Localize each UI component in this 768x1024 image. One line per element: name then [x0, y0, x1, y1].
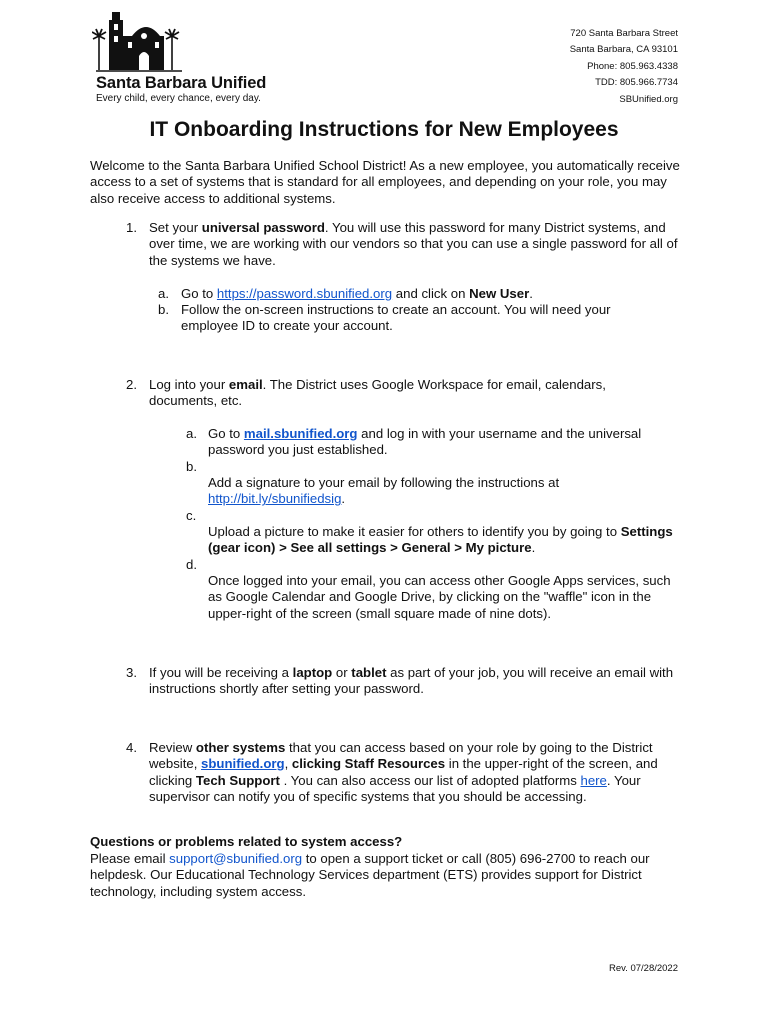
- district-logo: [92, 12, 282, 104]
- questions-text: Please email support@sbunified.org to open a support ticket or call (805) 696-2700 to reach our helpdesk. Our Educational Technology Services department (ETS) provides support for District technology, including system access.: [90, 851, 650, 899]
- page-title: IT Onboarding Instructions for New Employees: [149, 118, 619, 141]
- address-city: Santa Barbara, CA 93101: [569, 44, 678, 56]
- password-portal-link[interactable]: https://password.sbunified.org: [216, 286, 393, 301]
- step-3-text: If you will be receiving a laptop or tablet as part of your job, you will receive an email with instructions shortly after setting your password.: [149, 665, 674, 697]
- questions-heading: Questions or problems related to system access?: [90, 834, 403, 849]
- step-2d-text: Once logged into your email, you can access other Google Apps services, such as Google Calendar and Google Drive, by clicking on the "waffle" icon in the upper-right of the screen (small square made of nine dots).: [208, 573, 671, 621]
- step-1b-text: Follow the on-screen instructions to create an account. You will need your employee ID to create your account.: [181, 302, 611, 334]
- district-name: Santa Barbara Unified: [96, 74, 267, 92]
- step-1-text: Set your universal password. You will use this password for many District systems, and over time, we are working with our vendors so that you can use a single password for all of the systems we have.: [149, 220, 678, 268]
- support-email-link[interactable]: support@sbunified.org: [169, 851, 303, 866]
- universal-password-emphasis: universal password: [201, 220, 325, 235]
- step-2d-letter: d.: [186, 557, 197, 572]
- step-2b-letter: b.: [186, 459, 197, 474]
- mission-building-icon: [92, 12, 188, 74]
- signature-instructions-link[interactable]: http://bit.ly/sbunifiedsig: [208, 491, 342, 507]
- webmail-link[interactable]: mail.sbunified.org: [243, 426, 358, 441]
- address-tdd: TDD: 805.966.7734: [595, 77, 678, 89]
- intro-paragraph: Welcome to the Santa Barbara Unified School District! As a new employee, you automatically receive access to a set of systems that is standard for all employees, and depending on your role, you may also receive access to additional systems.: [90, 158, 680, 206]
- step-1a-text: Go to https://password.sbunified.org and click on New User.: [181, 286, 533, 301]
- step-2c-letter: c.: [186, 508, 197, 523]
- step-1-number: 1.: [126, 220, 137, 235]
- step-2a-letter: a.: [186, 426, 197, 441]
- step-1a-letter: a.: [158, 286, 169, 301]
- address-block: [570, 26, 678, 108]
- step-4-number: 4.: [126, 740, 137, 755]
- step-1b-letter: b.: [158, 302, 169, 317]
- district-website-link[interactable]: sbunified.org: [201, 756, 285, 772]
- step-2a-text: Go to mail.sbunified.org and log in with your username and the universal password you just established.: [208, 426, 642, 458]
- step-2b-text: Add a signature to your email by following the instructions at http://bit.ly/sbunifiedsig.: [208, 475, 560, 507]
- step-3-number: 3.: [126, 665, 137, 680]
- address-website: SBUnified.org: [619, 93, 678, 105]
- step-2c-text: Upload a picture to make it easier for others to identify you by going to Settings (gear icon) > See all settings > General > My picture.: [208, 524, 673, 556]
- revision-date: Rev. 07/28/2022: [608, 963, 678, 974]
- address-street: 720 Santa Barbara Street: [570, 28, 678, 39]
- adopted-platforms-link[interactable]: here: [580, 772, 607, 788]
- district-tagline: Every child, every chance, every day.: [96, 93, 261, 104]
- address-phone: Phone: 805.963.4338: [587, 60, 678, 72]
- step-2-number: 2.: [126, 377, 137, 392]
- step-2-text: Log into your email. The District uses Google Workspace for email, calendars, documents, etc.: [149, 377, 606, 409]
- step-4-text: Review other systems that you can access based on your role by going to the District website, sbunified.org, clicking Staff Resources in the upper-right of the screen, and clicking Tech Support . You can also access our list of adopted platforms here. Your supervisor can notify you of specific systems that you should be accessing.: [149, 740, 658, 805]
